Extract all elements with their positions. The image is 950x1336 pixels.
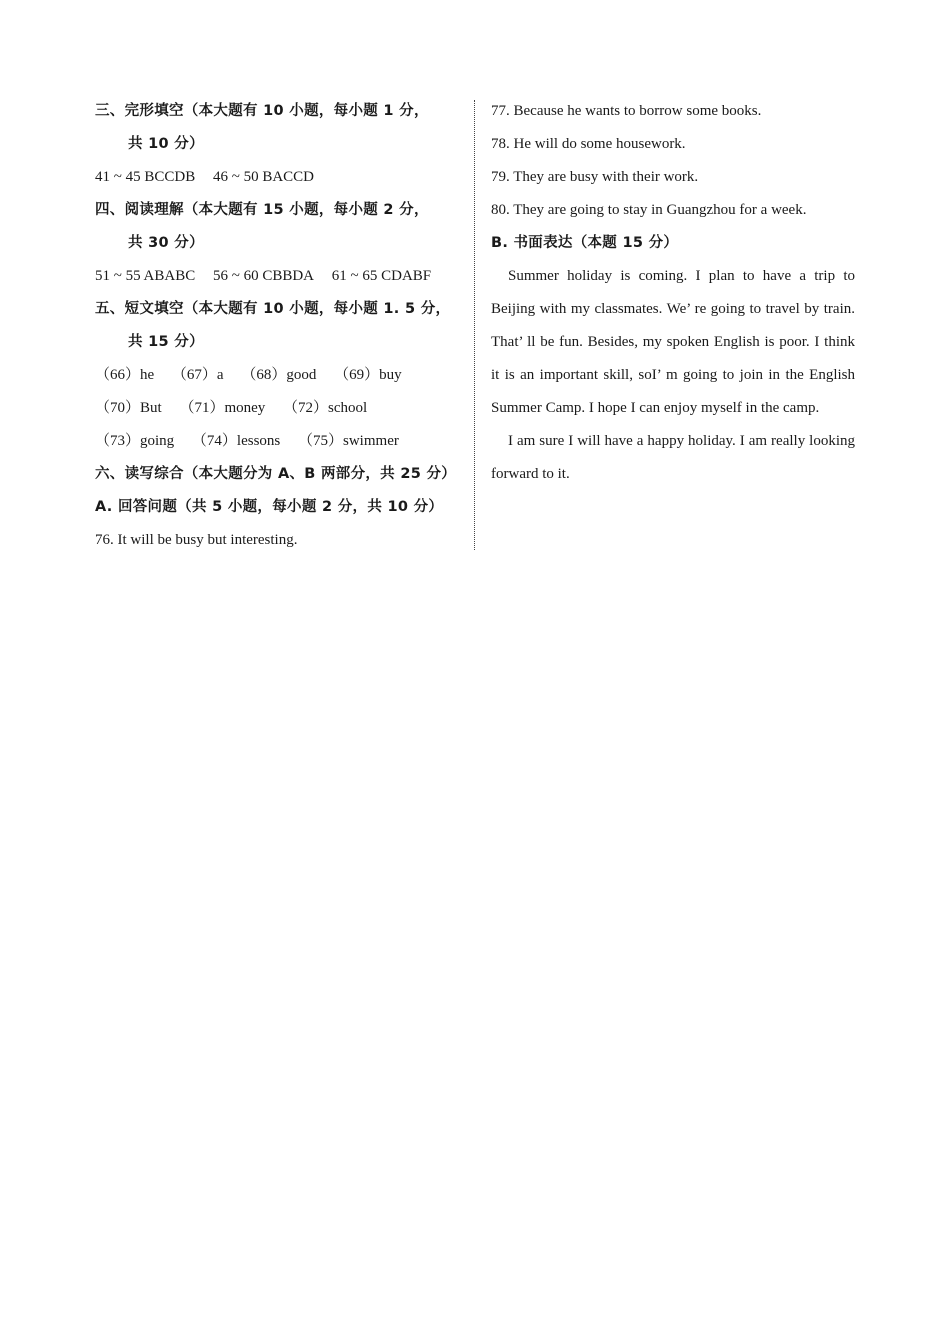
answer-group: 61 ~ 65 CDABF (331, 268, 432, 284)
blank-answer: （70）But (95, 400, 162, 416)
section-3-answers (95, 161, 457, 194)
blank-answer: （66）he (95, 367, 155, 383)
blank-answer: （73）going (95, 433, 175, 449)
section-6-title: 六、读写综合（本大题分为 A、B 两部分，共 25 分） (95, 466, 457, 482)
answer-group: 46 ~ 50 BACCD (212, 169, 315, 185)
answer-78: 78. He will do some housework. (491, 136, 686, 152)
essay-paragraph-2: I am sure I will have a happy holiday. I am really looking forward to it. (491, 433, 855, 482)
left-column (95, 95, 457, 557)
blank-answer: （67）a (171, 367, 224, 383)
section-5-answers-row-1 (95, 359, 457, 392)
section-5-title: 五、短文填空（本大题有 10 小题，每小题 1. 5 分， (95, 301, 451, 317)
answer-79: 79. They are busy with their work. (491, 169, 699, 185)
blank-answer: （72）school (283, 400, 368, 416)
section-6a-title: A. 回答问题（共 5 小题，每小题 2 分，共 10 分） (95, 499, 444, 515)
section-5-answers-row-3 (95, 425, 457, 458)
answer-group: 41 ~ 45 BCCDB (95, 169, 196, 185)
answer-76: 76. It will be busy but interesting. (95, 532, 298, 548)
column-divider (474, 100, 475, 550)
section-4-title-continued: 共 30 分） (128, 235, 204, 251)
blank-answer: （68）good (241, 367, 317, 383)
section-4-title: 四、阅读理解（本大题有 15 小题，每小题 2 分， (95, 202, 429, 218)
blank-answer: （75）swimmer (298, 433, 399, 449)
right-column (491, 95, 855, 491)
section-6b-title: B. 书面表达（本题 15 分） (491, 235, 679, 251)
blank-answer: （71）money (179, 400, 266, 416)
section-5-title-continued: 共 15 分） (128, 334, 204, 350)
answer-77: 77. Because he wants to borrow some books. (491, 103, 762, 119)
section-5-answers-row-2 (95, 392, 457, 425)
section-4-answers (95, 260, 457, 293)
blank-answer: （74）lessons (191, 433, 281, 449)
section-3-title-continued: 共 10 分） (128, 136, 204, 152)
answer-group: 51 ~ 55 ABABC (95, 268, 196, 284)
answer-group: 56 ~ 60 CBBDA (212, 268, 315, 284)
essay-paragraph-1: Summer holiday is coming. I plan to have a trip to Beijing with my classmates. We’ re going to travel by train. That’ ll be fun. Besides, my spoken English is poor. I think it is an important skill, soI’ m going to join in the English Summer Camp. I hope I can enjoy myself in the camp. (491, 268, 855, 416)
blank-answer: （69）buy (334, 367, 402, 383)
answer-80: 80. They are going to stay in Guangzhou for a week. (491, 202, 807, 218)
section-3-title: 三、完形填空（本大题有 10 小题，每小题 1 分， (95, 103, 429, 119)
